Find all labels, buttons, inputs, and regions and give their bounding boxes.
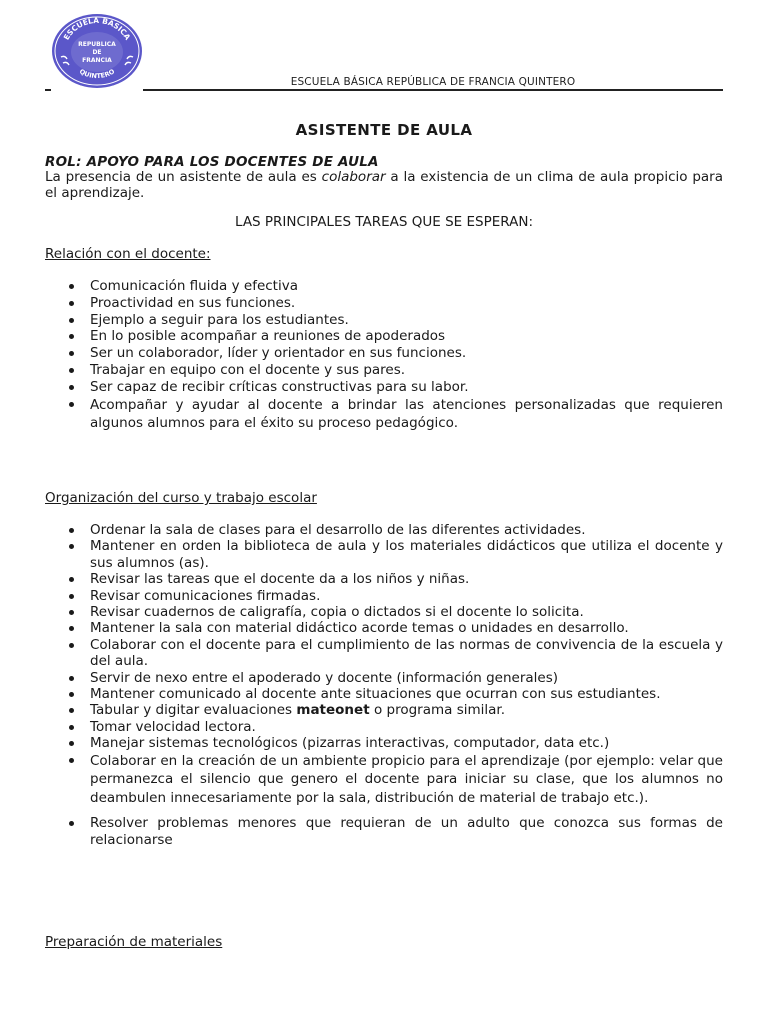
tabulate-text-before: Tabular y digitar evaluaciones	[90, 702, 297, 719]
list-item: Mantener comunicado al docente ante situaciones que ocurran con sus estudiantes.	[45, 686, 723, 702]
intro-text-before: La presencia de un asistente de aula es	[45, 169, 322, 185]
school-name-header: ESCUELA BÁSICA REPÚBLICA DE FRANCIA QUINTERO	[290, 76, 576, 88]
intro-paragraph	[45, 169, 723, 201]
list-item: Tomar velocidad lectora.	[45, 719, 723, 735]
section-heading-materials: Preparación de materiales	[45, 934, 223, 950]
header-rule-left	[45, 89, 51, 91]
list-item: Ser un colaborador, líder y orientador en sus funciones.	[45, 345, 723, 362]
list-item: Revisar las tareas que el docente da a los niños y niñas.	[45, 571, 723, 587]
tabulate-bold-program: mateonet	[296, 702, 370, 719]
list-item: Revisar cuadernos de caligrafía, copia o dictados si el docente lo solicita.	[45, 604, 723, 620]
list-item: Proactividad en sus funciones.	[45, 295, 723, 312]
teacher-relation-list	[45, 278, 723, 433]
list-item: Mantener en orden la biblioteca de aula y los materiales didácticos que utiliza el docente y sus alumnos (as).	[45, 538, 723, 571]
list-item: Servir de nexo entre el apoderado y docente (información generales)	[45, 670, 723, 686]
school-seal-logo	[51, 13, 143, 89]
list-item: Ordenar la sala de clases para el desarrollo de las diferentes actividades.	[45, 522, 723, 538]
role-heading: ROL: APOYO PARA LOS DOCENTES DE AULA	[45, 154, 379, 170]
svg-text:REPUBLICA: REPUBLICA	[78, 41, 116, 48]
list-item-tabulate	[45, 702, 723, 718]
list-item: Ser capaz de recibir críticas constructivas para su labor.	[45, 379, 723, 396]
list-item: Mantener la sala con material didáctico acorde temas o unidades en desarrollo.	[45, 620, 723, 636]
list-item: Resolver problemas menores que requieran de un adulto que conozca sus formas de relacionarse	[45, 815, 723, 849]
svg-text:QUINTERO: QUINTERO	[77, 67, 117, 81]
document-title: ASISTENTE DE AULA	[295, 121, 473, 139]
list-item: Colaborar en la creación de un ambiente propicio para el aprendizaje (por ejemplo: velar que permanezca el silencio que genero el docente para iniciar su clase, que los alumnos no deambulen innecesariamente por la sala, distribución de material de trabajo etc.).	[45, 752, 723, 808]
section-heading-course-organization: Organización del curso y trabajo escolar	[45, 490, 317, 506]
list-item: Colaborar con el docente para el cumplimiento de las normas de convivencia de la escuela y del aula.	[45, 637, 723, 670]
tasks-heading: LAS PRINCIPALES TAREAS QUE SE ESPERAN:	[234, 214, 533, 230]
list-item: En lo posible acompañar a reuniones de apoderados	[45, 328, 723, 345]
list-item: Trabajar en equipo con el docente y sus pares.	[45, 362, 723, 379]
list-item: Acompañar y ayudar al docente a brindar las atenciones personalizadas que requieren algunos alumnos para el éxito su proceso pedagógico.	[45, 396, 723, 433]
list-item: Revisar comunicaciones firmadas.	[45, 588, 723, 604]
header-rule	[143, 89, 723, 91]
svg-text:DE: DE	[92, 49, 102, 56]
list-item: Comunicación fluida y efectiva	[45, 278, 723, 295]
tabulate-text-after: o programa similar.	[369, 702, 505, 719]
intro-emphasis: colaborar	[321, 169, 386, 185]
section-heading-teacher-relation: Relación con el docente:	[45, 246, 211, 262]
list-item: Manejar sistemas tecnológicos (pizarras interactivas, computador, data etc.)	[45, 735, 723, 751]
course-organization-list	[45, 522, 723, 849]
svg-text:FRANCIA: FRANCIA	[82, 57, 112, 64]
list-item: Ejemplo a seguir para los estudiantes.	[45, 312, 723, 329]
svg-text:ESCUELA BASICA: ESCUELA BASICA	[61, 15, 133, 42]
intro-text-after: a la existencia de un clima de aula propicio para el aprendizaje.	[45, 169, 723, 201]
